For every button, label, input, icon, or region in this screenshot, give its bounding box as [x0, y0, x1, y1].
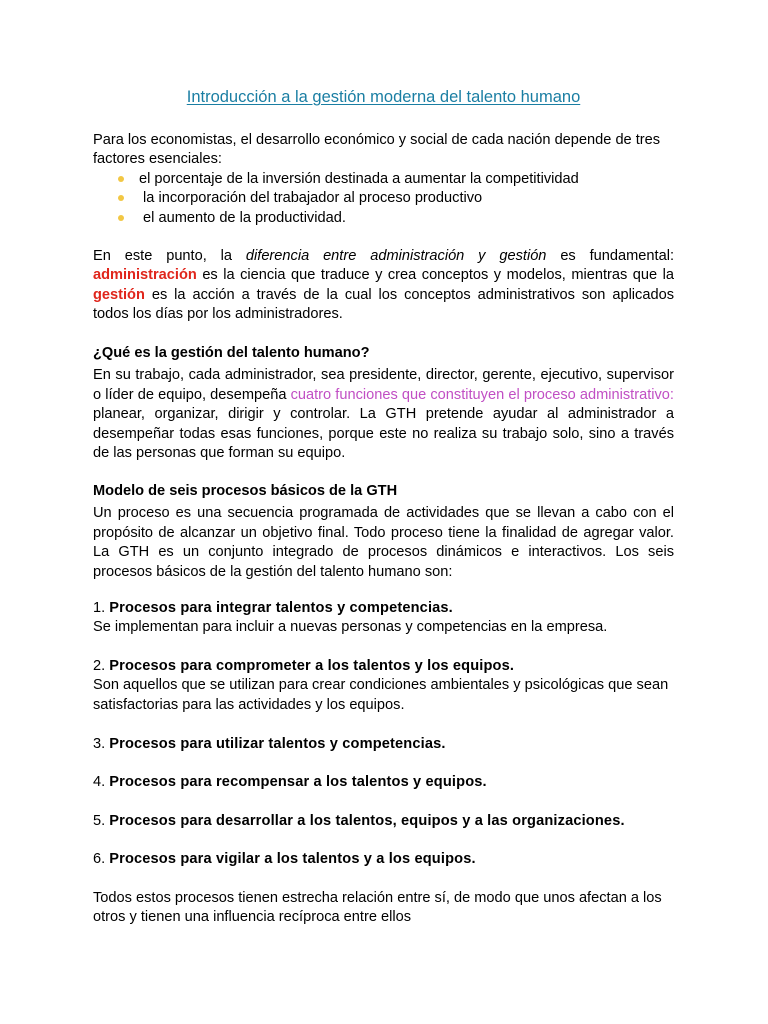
- section-paragraph: [93, 366, 674, 463]
- list-item: [93, 170, 674, 189]
- text-run: es la acción a través de la cual los conceptos administrativos son aplicados todos los días por los administradores.: [93, 286, 674, 323]
- process-title: Procesos para comprometer a los talentos y los equipos.: [109, 658, 515, 674]
- process-number: 5.: [93, 813, 110, 829]
- list-item-text: el porcentaje de la inversión destinada a aumentar la competitividad: [139, 170, 579, 187]
- text-run: En su trabajo, cada administrador, sea presidente, director, gerente, ejecutivo, supervisor o líder de equipo, desempeña: [93, 367, 674, 403]
- section-model: [93, 482, 674, 582]
- process-item: [93, 657, 674, 715]
- process-number: 3.: [93, 736, 110, 752]
- process-title: Procesos para utilizar talentos y competencias.: [109, 736, 446, 752]
- process-number: 2.: [93, 658, 110, 674]
- text-run: es la ciencia que traduce y crea conceptos y modelos, mientras que la: [196, 267, 674, 284]
- section-heading: Modelo de seis procesos básicos de la GTH: [93, 483, 398, 499]
- term-administracion: administración: [93, 267, 197, 284]
- process-title: Procesos para recompensar a los talentos y equipos.: [109, 774, 487, 790]
- process-item: [93, 735, 674, 754]
- process-number: 6.: [93, 851, 110, 867]
- bullet-dot-icon: [118, 195, 124, 201]
- highlight-text: cuatro funciones que constituyen el proceso administrativo:: [290, 386, 674, 403]
- emphasis-text: diferencia entre administración y gestión: [245, 248, 547, 264]
- process-number: 4.: [93, 774, 110, 790]
- factors-list: [93, 170, 674, 228]
- list-item: [93, 209, 674, 228]
- list-item: [93, 189, 674, 208]
- difference-paragraph: [93, 247, 674, 325]
- process-item: [93, 773, 674, 792]
- process-title: Procesos para desarrollar a los talentos, equipos y a las organizaciones.: [109, 813, 625, 829]
- intro-paragraph: Para los economistas, el desarrollo económico y social de cada nación depende de tres factores esenciales:: [93, 132, 661, 168]
- list-item-text: el aumento de la productividad.: [139, 209, 346, 226]
- bullet-dot-icon: [118, 215, 124, 221]
- process-item: [93, 599, 674, 638]
- intro-section: [93, 131, 674, 228]
- process-number: 1.: [93, 600, 110, 616]
- text-run: En este punto, la: [93, 248, 246, 264]
- document-title: Introducción a la gestión moderna del talento humano: [186, 88, 581, 106]
- section-gth: [93, 344, 674, 463]
- list-item-text: la incorporación del trabajador al proceso productivo: [139, 190, 483, 207]
- bullet-dot-icon: [118, 176, 124, 182]
- process-item: [93, 850, 674, 869]
- process-description: Son aquellos que se utilizan para crear condiciones ambientales y psicológicas que sean satisfactorias para las actividades y los equipos.: [93, 677, 669, 713]
- process-item: [93, 812, 674, 831]
- section-paragraph: Un proceso es una secuencia programada de actividades que se llevan a cabo con el propósito de alcanzar un objetivo final. Todo proceso tiene la finalidad de agregar valor. La GTH es un conjunto integrado de procesos dinámicos e interactivos. Los seis procesos básicos de la gestión del talento humano son:: [93, 505, 674, 580]
- process-description: Se implementan para incluir a nuevas personas y competencias en la empresa.: [93, 619, 608, 636]
- text-run: es fundamental:: [546, 248, 674, 264]
- process-title: Procesos para integrar talentos y competencias.: [109, 600, 453, 616]
- section-heading: ¿Qué es la gestión del talento humano?: [93, 345, 370, 361]
- term-gestion: gestión: [93, 286, 145, 303]
- process-title: Procesos para vigilar a los talentos y a los equipos.: [109, 851, 476, 867]
- text-run: planear, organizar, dirigir y controlar. La GTH pretende ayudar al administrador a desempeñar todas esas funciones, porque este no realiza su trabajo solo, sino a través de las personas que forman su equipo.: [93, 406, 674, 462]
- conclusion-paragraph: Todos estos procesos tienen estrecha relación entre sí, de modo que unos afectan a los otros y tienen una influencia recíproca entre ellos: [93, 890, 662, 926]
